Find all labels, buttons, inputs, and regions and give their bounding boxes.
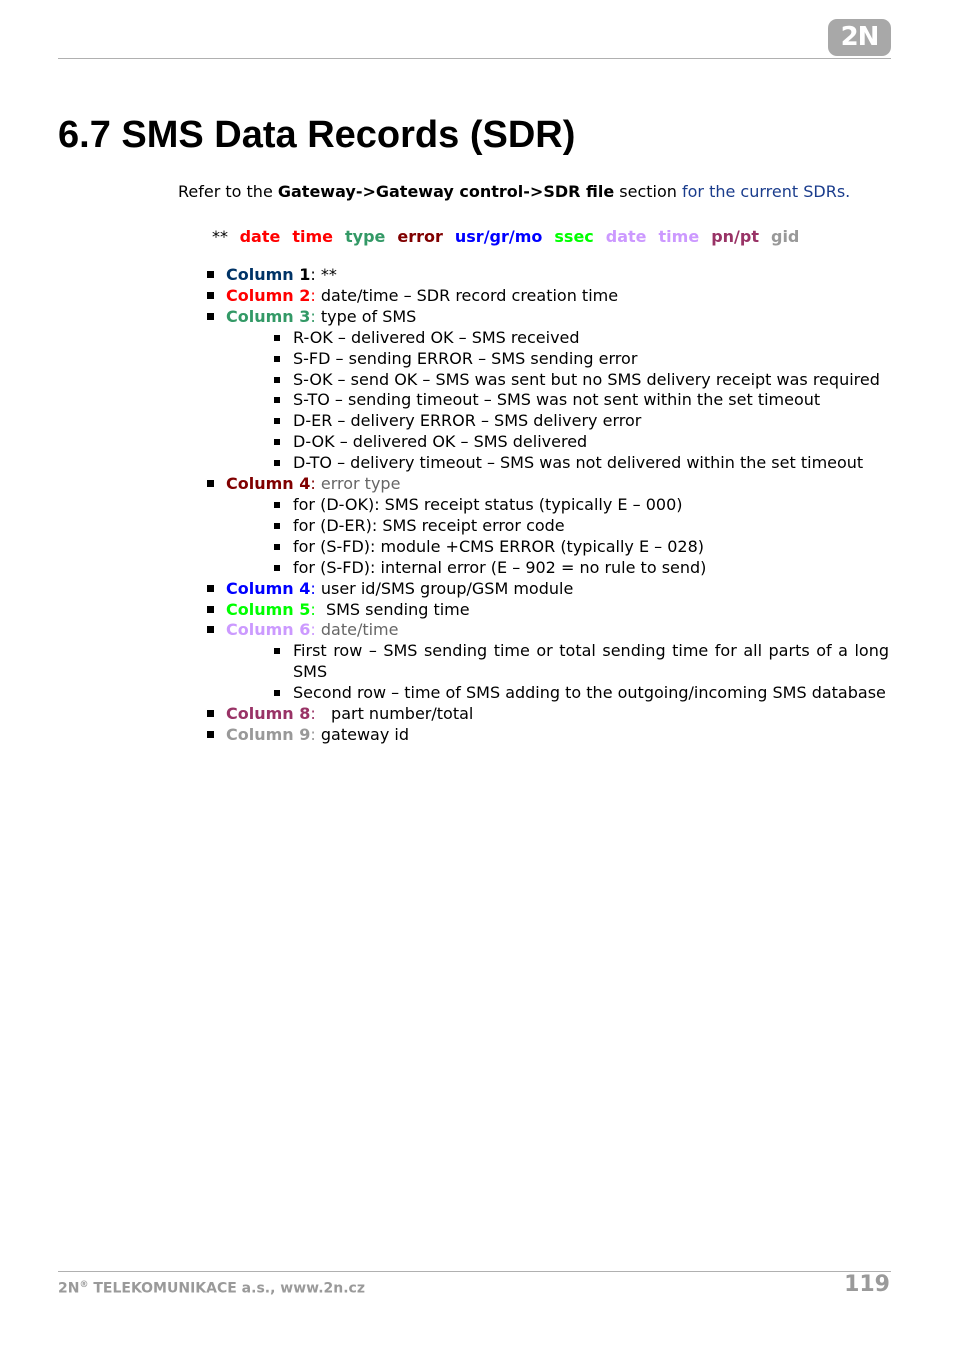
header-divider	[58, 58, 891, 59]
intro-prefix: Refer to the	[178, 182, 278, 201]
sub-list-item: D-ER – delivery ERROR – SMS delivery error	[274, 411, 889, 432]
column-separator: :	[310, 599, 321, 619]
sdr-field-legend	[212, 227, 805, 247]
footer-divider	[58, 1271, 891, 1272]
column-separator: :	[310, 620, 321, 640]
column-label: Column 6	[226, 620, 311, 640]
column-description: type of SMS	[320, 306, 417, 326]
column-item	[207, 725, 889, 746]
column-separator: :	[310, 285, 321, 305]
sub-list-item: for (D-ER): SMS receipt error code	[274, 516, 889, 537]
registered-mark: ®	[79, 1280, 89, 1290]
intro-link[interactable]: for the current SDRs.	[682, 182, 851, 201]
intro-middle: section	[614, 182, 682, 201]
column-sub-list	[274, 328, 889, 474]
sub-list-item: D-OK – delivered OK – SMS delivered	[274, 432, 889, 453]
field-1: time	[292, 227, 333, 246]
sub-list-item: for (S-FD): internal error (E – 902 = no rule to send)	[274, 558, 889, 579]
sub-list-item: for (D-OK): SMS receipt status (typically E – 000)	[274, 495, 889, 516]
column-label: Column 9	[226, 724, 311, 744]
column-separator: :	[310, 578, 321, 598]
column-item	[207, 600, 889, 621]
intro-paragraph	[178, 182, 850, 202]
column-separator: :	[310, 306, 321, 326]
column-label-number: 1	[299, 265, 311, 284]
column-description: date/time	[320, 620, 399, 640]
column-separator: :	[310, 724, 321, 744]
column-label: Column 8	[226, 704, 311, 724]
sub-list-item: S-TO – sending timeout – SMS was not sent within the set timeout	[274, 390, 889, 411]
page-title: 6.7 SMS Data Records (SDR)	[58, 114, 576, 156]
intro-menu-path: Gateway->Gateway control->SDR file	[277, 182, 615, 201]
column-sub-list	[274, 495, 889, 579]
column-label: Column	[226, 265, 300, 284]
column-description: error type	[320, 474, 401, 494]
column-item	[207, 286, 889, 307]
field-8: pn/pt	[711, 227, 759, 246]
column-description-list	[207, 265, 889, 746]
column-label: Column 4	[226, 578, 311, 598]
field-4: usr/gr/mo	[454, 227, 543, 246]
field-stars: **	[212, 227, 228, 246]
2n-logo: 2N	[828, 19, 891, 56]
sub-list-item: S-FD – sending ERROR – SMS sending error	[274, 349, 889, 370]
sub-list-item: First row – SMS sending time or total sending time for all parts of a long SMS	[274, 641, 889, 683]
column-item	[207, 579, 889, 600]
field-2: type	[344, 227, 386, 246]
sub-list-item: S-OK – send OK – SMS was sent but no SMS delivery receipt was required	[274, 370, 889, 391]
column-separator: :	[310, 704, 321, 724]
footer-company-prefix: 2N	[58, 1280, 80, 1297]
field-7: time	[658, 227, 700, 246]
field-9: gid	[770, 227, 800, 246]
footer-company-suffix: TELEKOMUNIKACE a.s., www.2n.cz	[88, 1280, 365, 1297]
column-item	[207, 704, 889, 725]
field-0: date	[239, 227, 281, 246]
column-sub-list	[274, 641, 889, 704]
column-description: gateway id	[320, 724, 409, 744]
column-separator: :	[310, 265, 321, 284]
column-description: SMS sending time	[320, 599, 470, 619]
column-description: **	[320, 265, 337, 284]
sub-list-item: R-OK – delivered OK – SMS received	[274, 328, 889, 349]
column-label: Column 4	[226, 474, 311, 494]
column-item	[207, 265, 889, 286]
column-item	[207, 307, 889, 474]
column-label: Column 2	[226, 285, 311, 305]
column-item	[207, 474, 889, 579]
column-description: date/time – SDR record creation time	[320, 285, 619, 305]
column-label: Column 5	[226, 599, 311, 619]
field-3: error	[397, 227, 443, 246]
column-separator: :	[310, 474, 321, 494]
sub-list-item: D-TO – delivery timeout – SMS was not delivered within the set timeout	[274, 453, 889, 474]
field-6: date	[605, 227, 647, 246]
field-5: ssec	[554, 227, 594, 246]
column-description: user id/SMS group/GSM module	[320, 578, 574, 598]
sub-list-item: Second row – time of SMS adding to the outgoing/incoming SMS database	[274, 683, 889, 704]
footer-company	[58, 1280, 365, 1297]
column-item	[207, 620, 889, 704]
column-label: Column 3	[226, 306, 311, 326]
sub-list-item: for (S-FD): module +CMS ERROR (typically E – 028)	[274, 537, 889, 558]
page-number: 119	[844, 1272, 890, 1297]
column-description: part number/total	[320, 704, 474, 724]
